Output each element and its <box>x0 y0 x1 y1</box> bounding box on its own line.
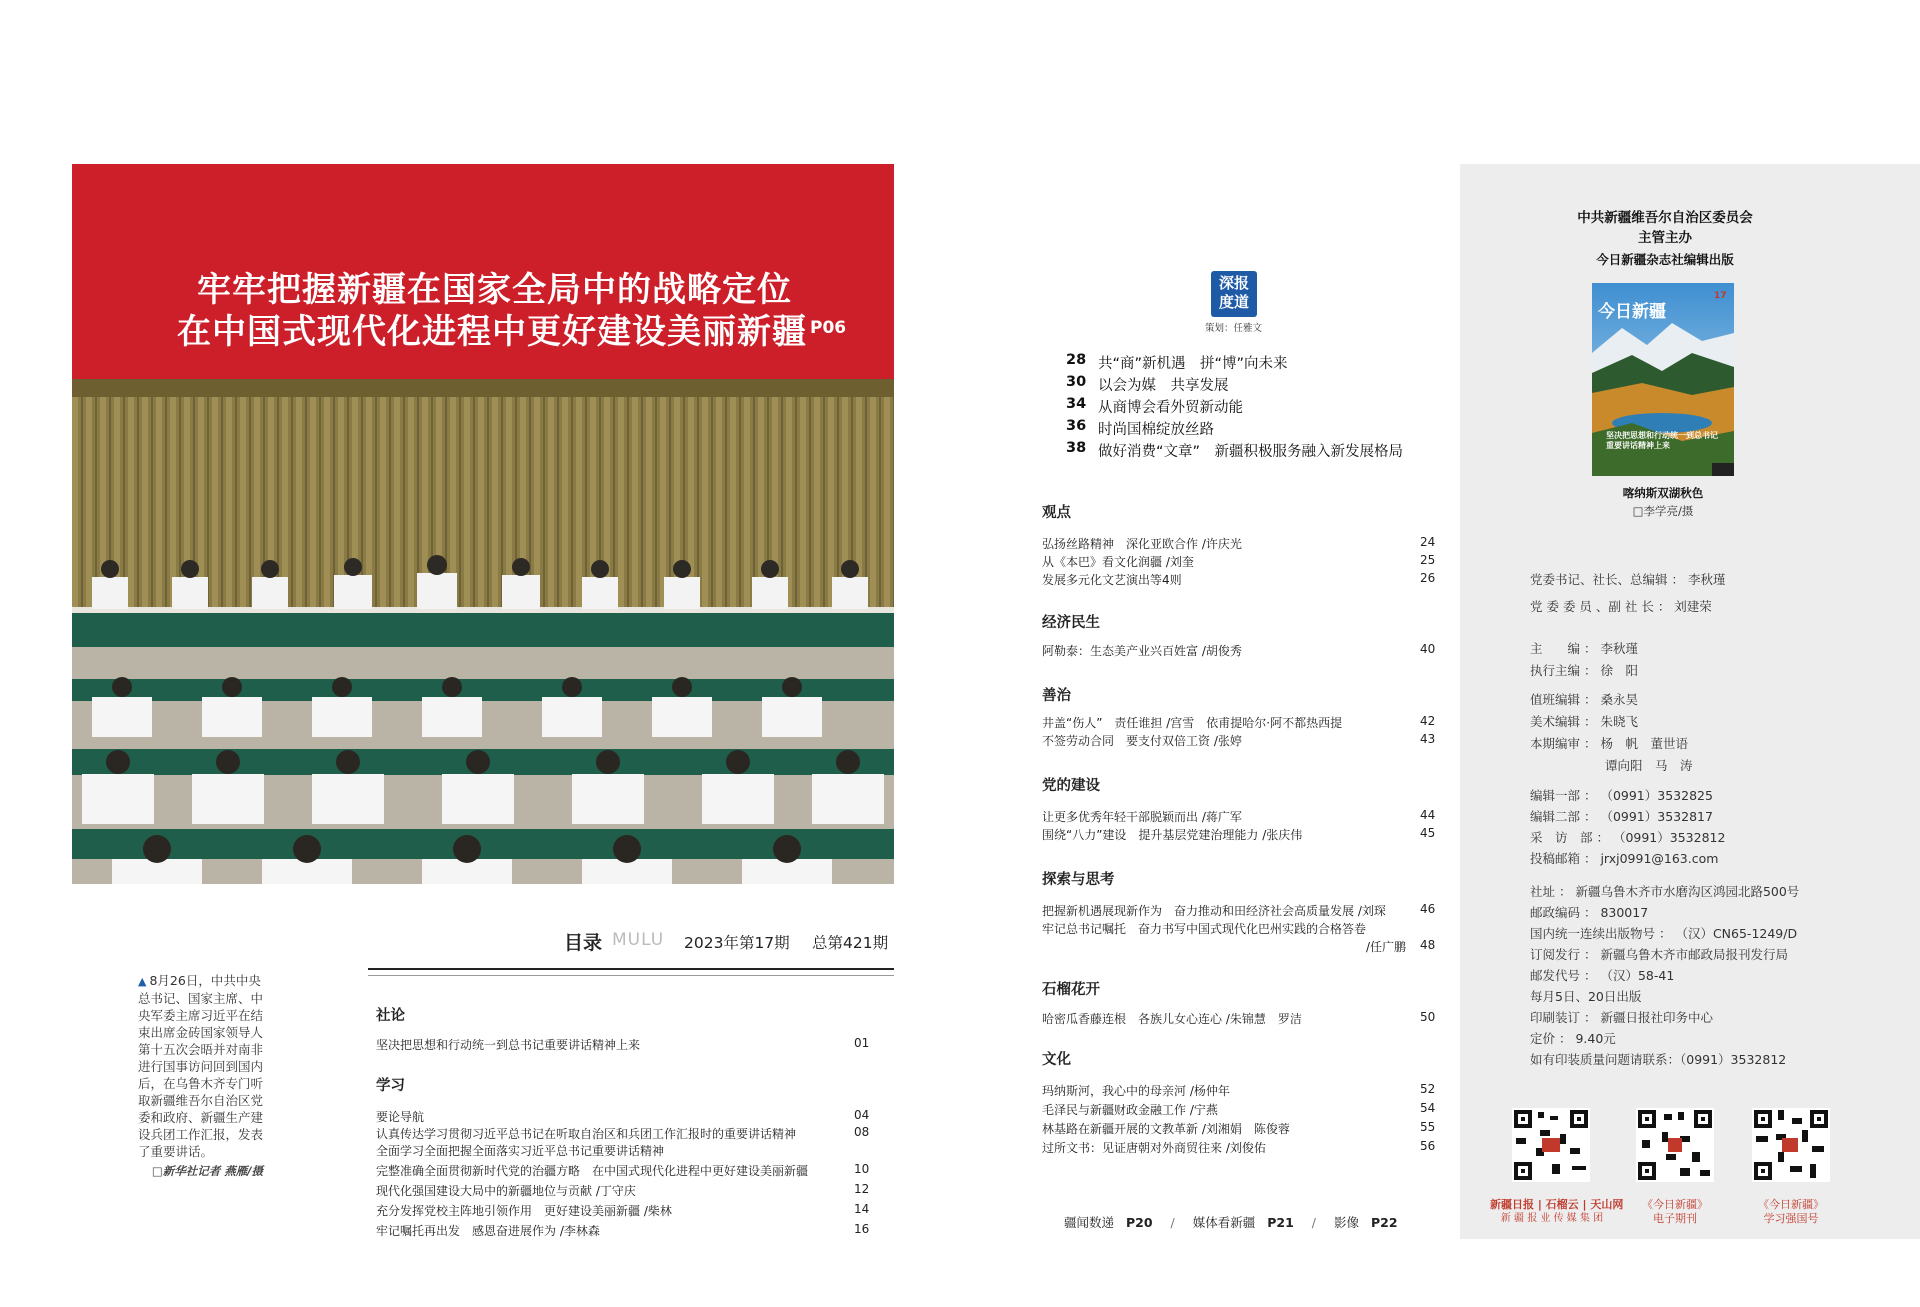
link-page[interactable]: P21 <box>1267 1215 1294 1230</box>
bottom-links <box>1064 1213 1398 1231</box>
staff-line: 执行主编 ： 徐 阳 <box>1530 663 1638 678</box>
staff-line: 编辑二部 ： （0991）3532817 <box>1530 809 1713 824</box>
link-page[interactable]: P20 <box>1126 1215 1153 1230</box>
feature-title[interactable]: 时尚国棉绽放丝路 <box>1098 422 1214 438</box>
staff-line: 印刷装订 ： 新疆日报社印务中心 <box>1530 1010 1713 1025</box>
hero-banner <box>72 164 894 379</box>
publisher-line1: 中共新疆维吾尔自治区委员会 <box>1577 210 1753 226</box>
toc-entry[interactable]: 阿勒泰：生态美产业兴百姓富 /胡俊秀 <box>1042 644 1242 658</box>
section-title: 善治 <box>1042 688 1071 704</box>
staff-line: 本期编审 ： 杨 帆 董世语 <box>1530 736 1688 751</box>
feature-title[interactable]: 以会为媒 共享发展 <box>1098 378 1229 394</box>
toc-entry-page: 26 <box>1420 571 1436 585</box>
toc-entry[interactable]: 全面学习全面把握全面落实习近平总书记重要讲话精神 <box>376 1144 665 1158</box>
toc-entry[interactable]: 让更多优秀年轻干部脱颖而出 /蒋广军 <box>1042 810 1242 824</box>
toc-entry-page: 44 <box>1420 808 1436 822</box>
feature-page: 38 <box>1066 440 1087 456</box>
toc-entry-page: 24 <box>1420 535 1436 549</box>
staff-line: 国内统一连续出版物号 ： （汉）CN65-1249/D <box>1530 926 1798 941</box>
toc-entry[interactable]: 林基路在新疆开展的文教革新 /刘湘娟 陈俊蓉 <box>1042 1122 1290 1136</box>
toc-entry-page: 43 <box>1420 732 1436 746</box>
toc-entry[interactable]: 井盖“伤人” 责任谁担 /宫雪 依甫提哈尔·阿不都热西提 <box>1042 716 1343 730</box>
toc-entry-page: 14 <box>854 1202 870 1216</box>
toc-entry[interactable]: 完整准确全面贯彻新时代党的治疆方略 在中国式现代化进程中更好建设美丽新疆 <box>376 1164 809 1178</box>
staff-line: 邮发代号 ： （汉）58-41 <box>1530 968 1675 983</box>
toc-entry-page: 46 <box>1420 902 1436 916</box>
cover-caption: 喀纳斯双湖秋色 <box>1622 486 1704 500</box>
qr-caption <box>1736 1198 1846 1226</box>
toc-entry-page: 45 <box>1420 826 1436 840</box>
staff-line: 社址 ： 新疆乌鲁木齐市水磨沟区鸿园北路500号 <box>1530 884 1800 899</box>
toc-entry-page: 54 <box>1420 1101 1436 1115</box>
toc-entry[interactable]: 要论导航 <box>376 1110 425 1124</box>
toc-entry-page: 12 <box>854 1182 870 1196</box>
toc-total: 总第421期 <box>812 934 889 952</box>
hero-page-ref[interactable]: P06 <box>810 318 847 338</box>
section-title: 文化 <box>1042 1052 1071 1068</box>
toc-divider <box>368 975 894 976</box>
toc-entry-page: 25 <box>1420 553 1436 567</box>
staff-line: 党委书记、社长、总编辑 ： 李秋瑾 <box>1530 572 1726 587</box>
toc-entry-page: 16 <box>854 1222 870 1236</box>
staff-line: 每月5日、20日出版 <box>1530 989 1642 1004</box>
feature-page: 30 <box>1066 374 1087 390</box>
feature-title[interactable]: 共“商”新机遇 拼“博”向未来 <box>1098 356 1288 372</box>
section-title: 观点 <box>1042 505 1071 521</box>
toc-entry-page: 52 <box>1420 1082 1436 1096</box>
section-title: 经济民生 <box>1042 615 1100 631</box>
caption-credit: □新华社记者 燕雁/摄 <box>151 1164 263 1178</box>
qr-caption-line1: 《今日新疆》 <box>1758 1198 1824 1211</box>
toc-entry-page: 08 <box>854 1125 870 1139</box>
caption-text: 8月26日，中共中央总书记、国家主席、中央军委主席习近平在结束出席金砖国家领导人第十五次会晤并对南非进行国事访问回到国内后，在乌鲁木齐专门听取新疆维吾尔自治区党委和政府、新疆生产建设兵团工作汇报，发表了重要讲话。 <box>138 973 264 1159</box>
cover-headline: 坚决把思想和行动统一到总书记重要讲话精神上来 <box>1606 431 1718 450</box>
toc-entry[interactable]: 现代化强国建设大局中的新疆地位与贡献 /丁守庆 <box>376 1184 636 1198</box>
cover-masthead: 今日新疆 <box>1598 302 1666 322</box>
toc-entry-page: 48 <box>1420 938 1436 952</box>
qr-caption-line1: 新疆日报 | 石榴云 | 天山网 <box>1490 1198 1624 1211</box>
qr-code-icon[interactable] <box>1512 1108 1590 1182</box>
toc-entry-page: 10 <box>854 1162 870 1176</box>
toc-entry-page: 42 <box>1420 714 1436 728</box>
toc-entry[interactable]: 哈密瓜香藤连根 各族儿女心连心 /朱锦慧 罗洁 <box>1042 1012 1302 1026</box>
qr-caption <box>1490 1198 1624 1226</box>
toc-header <box>368 928 894 970</box>
toc-entry[interactable]: 牢记嘱托再出发 感恩奋进展作为 /李林森 <box>376 1224 600 1238</box>
staff-line: 主 编 ： 李秋瑾 <box>1530 641 1638 656</box>
toc-entry[interactable]: 不签劳动合同 要支付双倍工资 /张婷 <box>1042 734 1242 748</box>
depth-report-badge <box>1211 271 1257 317</box>
qr-code-icon[interactable] <box>1636 1108 1714 1182</box>
toc-entry[interactable]: 发展多元化文艺演出等4则 <box>1042 573 1182 587</box>
magazine-cover[interactable] <box>1592 283 1734 476</box>
toc-entry-page: 56 <box>1420 1139 1436 1153</box>
qr-caption-line2: 学习强国号 <box>1763 1212 1819 1225</box>
qr-caption <box>1620 1198 1730 1226</box>
badge-text: 深报度道 <box>1218 274 1249 311</box>
separator: / <box>1311 1215 1317 1230</box>
toc-entry[interactable]: 过所文书：见证唐朝对外商贸往来 /刘俊佑 <box>1042 1141 1266 1155</box>
section-title: 探索与思考 <box>1042 872 1115 888</box>
staff-line: 谭向阳 马 涛 <box>1530 758 1693 773</box>
toc-entry-page: 01 <box>854 1036 870 1050</box>
toc-entry[interactable]: 围绕“八力”建设 提升基层党建治理能力 /张庆伟 <box>1042 828 1303 842</box>
section-title: 社论 <box>376 1008 405 1024</box>
staff-line: 美术编辑 ： 朱晓飞 <box>1530 714 1638 729</box>
photo-caption <box>138 972 263 1180</box>
toc-entry-page: 04 <box>854 1108 870 1122</box>
feature-title[interactable]: 从商博会看外贸新动能 <box>1098 400 1243 416</box>
staff-line: 定价 ： 9.40元 <box>1530 1031 1616 1046</box>
staff-line: 如有印装质量问题请联系：（0991）3532812 <box>1530 1052 1787 1067</box>
toc-entry[interactable]: 玛纳斯河，我心中的母亲河 /杨仲年 <box>1042 1084 1230 1098</box>
qr-code-icon[interactable] <box>1752 1108 1830 1182</box>
link-label[interactable]: 媒体看新疆 <box>1192 1215 1256 1230</box>
staff-line[interactable]: 投稿邮箱 ： jrxj0991@163.com <box>1530 851 1719 866</box>
hero-title-line2: 在中国式现代化进程中更好建设美丽新疆 <box>177 312 807 352</box>
toc-entry[interactable]: 弘扬丝路精神 深化亚欧合作 /许庆光 <box>1042 537 1242 551</box>
toc-entry[interactable]: 从《本巴》看文化润疆 /刘奎 <box>1042 555 1194 569</box>
toc-entry[interactable]: 毛泽民与新疆财政金融工作 /宁燕 <box>1042 1103 1218 1117</box>
staff-line: 编辑一部 ： （0991）3532825 <box>1530 788 1713 803</box>
triangle-icon: ▲ <box>138 975 147 988</box>
staff-line: 订阅发行 ： 新疆乌鲁木齐市邮政局报刊发行局 <box>1530 947 1788 962</box>
hero-photo <box>72 379 894 884</box>
toc-entry[interactable]: 认真传达学习贯彻习近平总书记在听取自治区和兵团工作汇报时的重要讲话精神 <box>376 1127 797 1141</box>
hero-title-line1: 牢牢把握新疆在国家全局中的战略定位 <box>197 270 792 310</box>
section-title: 党的建设 <box>1042 778 1100 794</box>
staff-line: 采 访 部 ： （0991）3532812 <box>1530 830 1726 845</box>
meeting-photo-illustration <box>72 379 894 884</box>
toc-entry[interactable]: 把握新机遇展现新作为 奋力推动和田经济社会高质量发展 /刘琛 <box>1042 904 1386 918</box>
cover-credit: □李学亮/摄 <box>1632 504 1694 518</box>
badge-credit: 策划：任雅文 <box>1205 323 1263 334</box>
toc-entry-page: 55 <box>1420 1120 1436 1134</box>
toc-entry[interactable]: 充分发挥党校主阵地引领作用 更好建设美丽新疆 /柴林 <box>376 1204 672 1218</box>
toc-entry-page: 50 <box>1420 1010 1436 1024</box>
link-label[interactable]: 疆闻数递 <box>1064 1215 1115 1230</box>
publisher-line2: 主管主办 <box>1638 230 1692 246</box>
feature-title[interactable]: 做好消费“文章” 新疆积极服务融入新发展格局 <box>1098 444 1404 460</box>
feature-page: 28 <box>1066 352 1087 368</box>
cover-issue-no: 17 <box>1714 291 1727 301</box>
staff-line: 值班编辑 ： 桑永昊 <box>1530 692 1638 707</box>
feature-page: 36 <box>1066 418 1087 434</box>
qr-caption-line2: 电子期刊 <box>1653 1212 1697 1225</box>
toc-entry[interactable]: /任广鹏 <box>1366 940 1407 954</box>
qr-caption-line1: 《今日新疆》 <box>1642 1198 1708 1211</box>
publisher-line3: 今日新疆杂志社编辑出版 <box>1596 252 1734 267</box>
link-label[interactable]: 影像 <box>1334 1215 1360 1230</box>
toc-entry[interactable]: 牢记总书记嘱托 奋力书写中国式现代化巴州实践的合格答卷 <box>1042 922 1367 936</box>
feature-page: 34 <box>1066 396 1087 412</box>
qr-caption-line2: 新 疆 报 业 传 媒 集 团 <box>1500 1213 1604 1224</box>
staff-line: 邮政编码 ： 830017 <box>1530 905 1649 920</box>
link-page[interactable]: P22 <box>1371 1215 1398 1230</box>
toc-issue: 2023年第17期 <box>684 934 790 952</box>
toc-entry[interactable]: 坚决把思想和行动统一到总书记重要讲话精神上来 <box>376 1038 641 1052</box>
section-title: 石榴花开 <box>1042 982 1100 998</box>
section-title: 学习 <box>376 1078 405 1094</box>
toc-title: 目录 <box>564 932 603 954</box>
toc-entry-page: 40 <box>1420 642 1436 656</box>
staff-line: 党 委 委 员 、副 社 长 ： 刘建荣 <box>1530 599 1712 614</box>
toc-title-en: MULU <box>612 930 665 950</box>
separator: / <box>1170 1215 1175 1230</box>
